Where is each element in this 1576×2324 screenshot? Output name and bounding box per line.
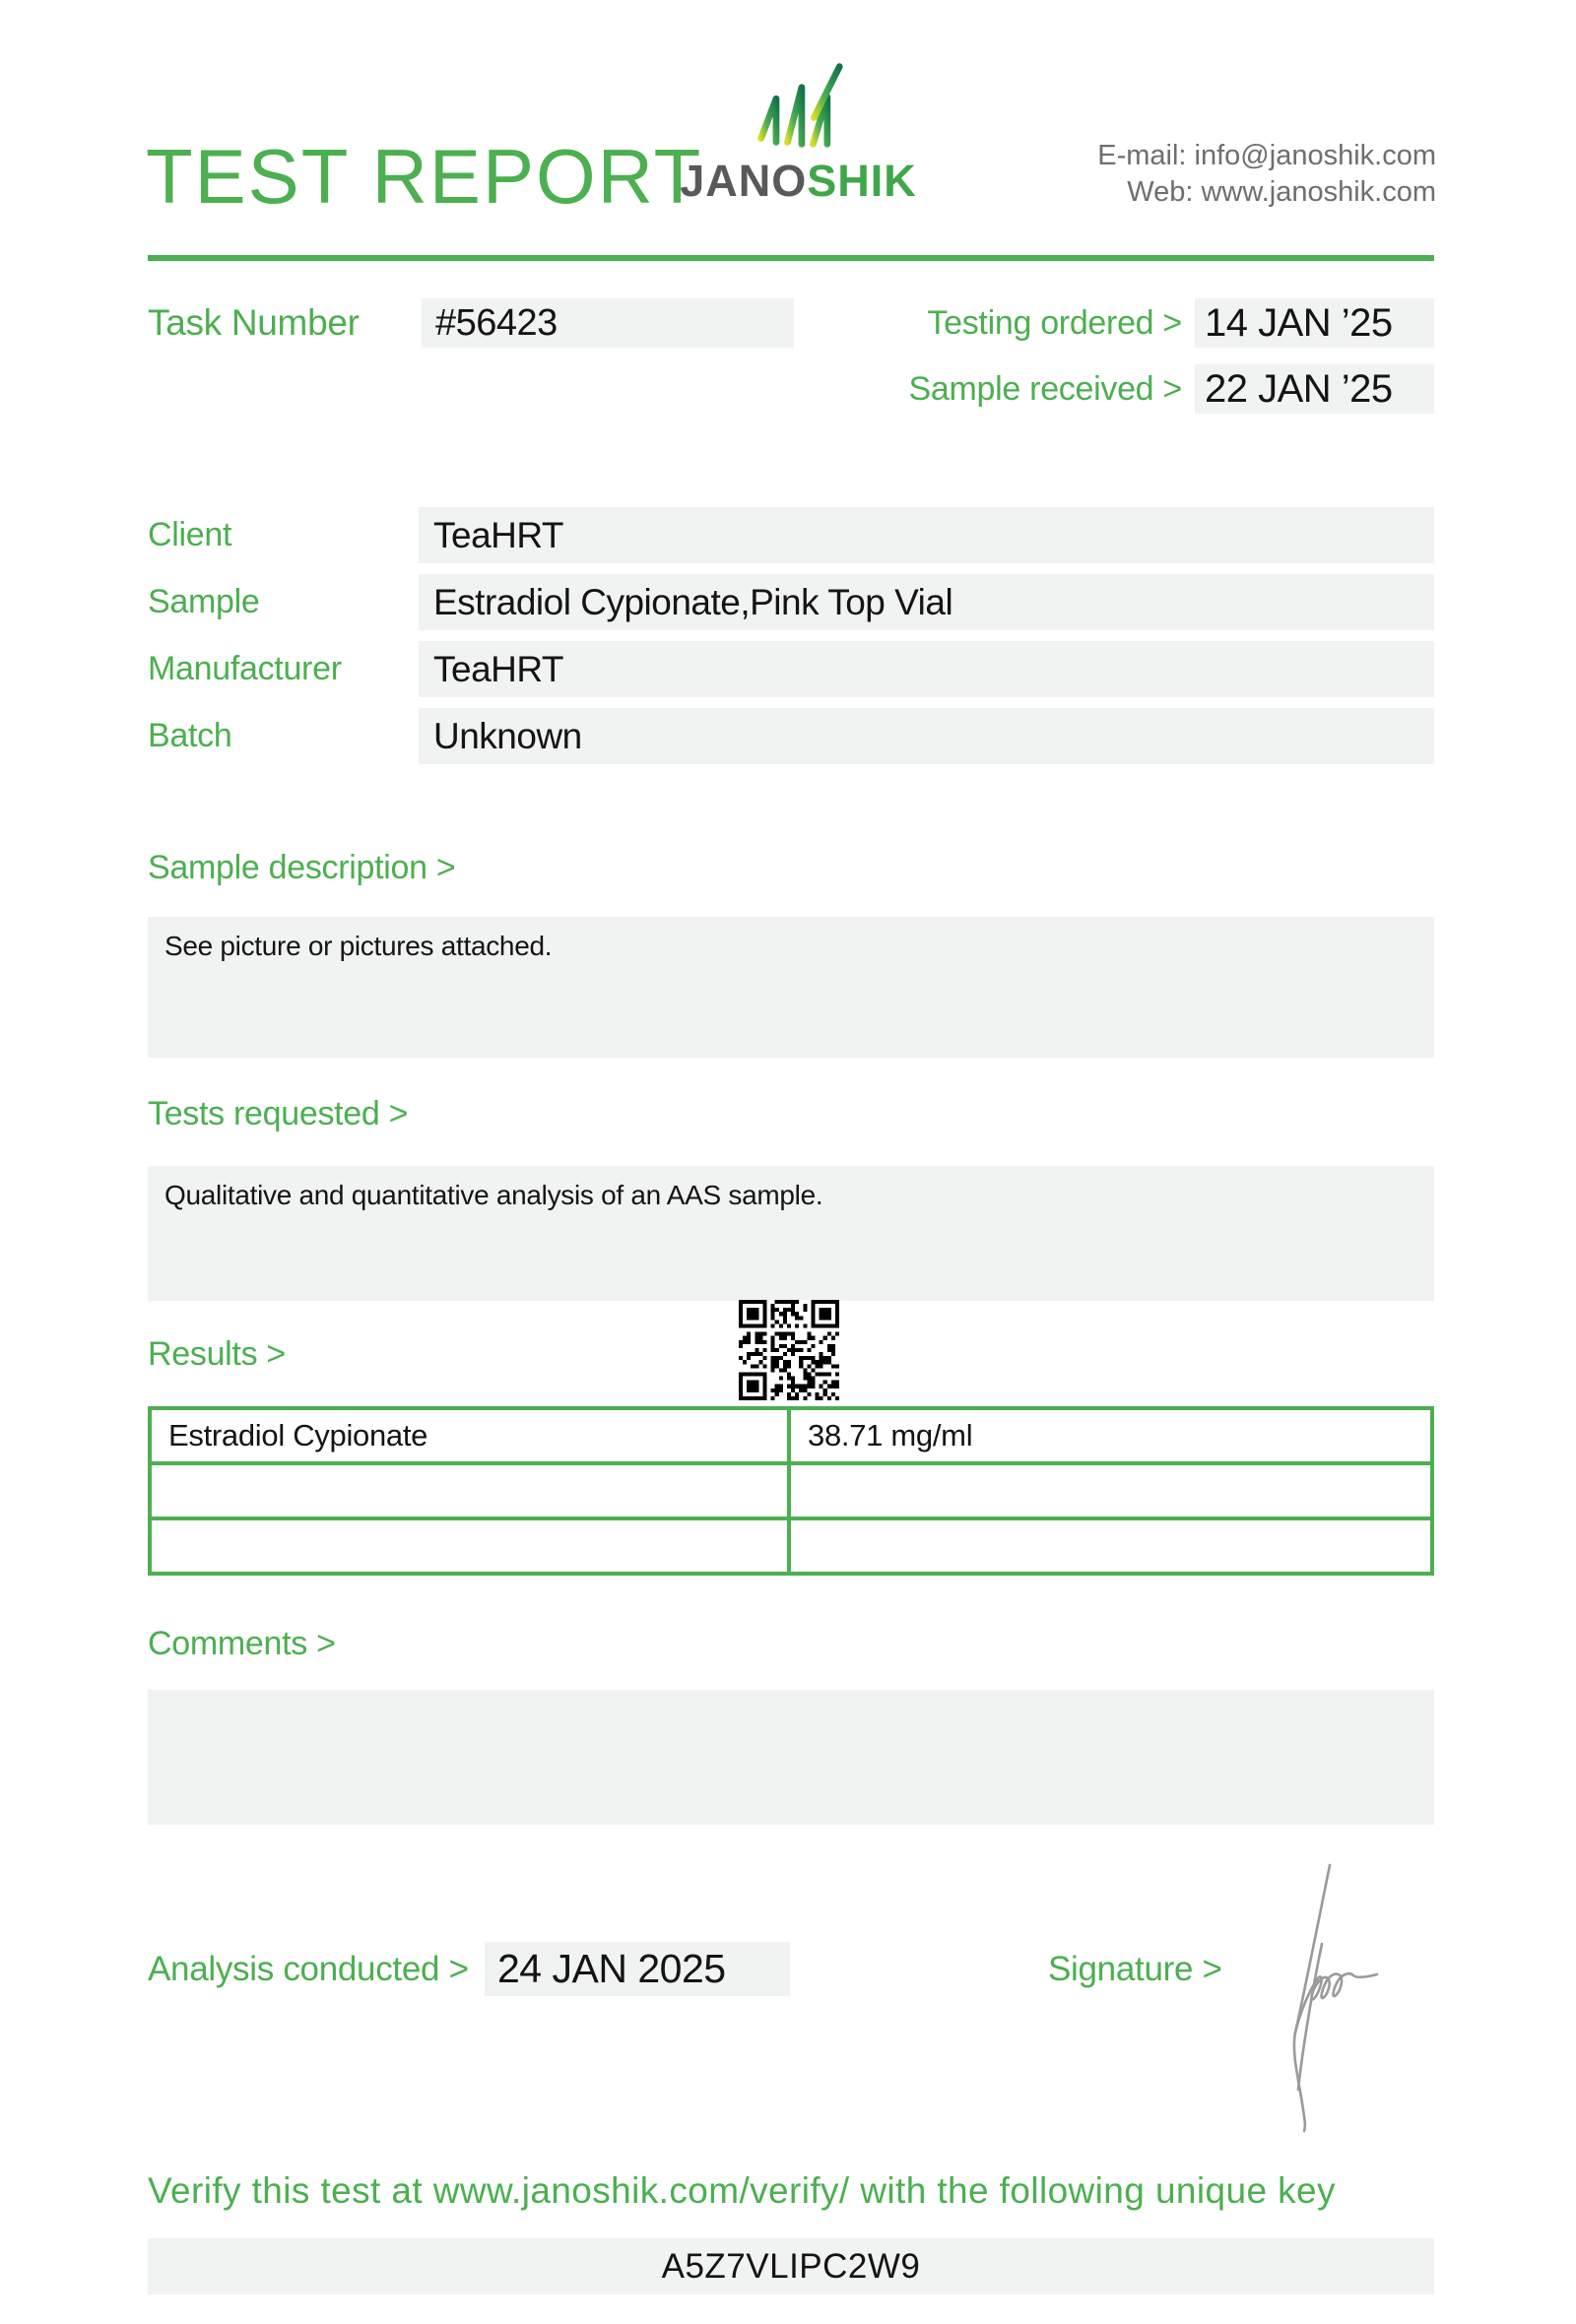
task-number-label: Task Number	[148, 302, 360, 343]
brand-dark: JANO	[680, 156, 808, 206]
unique-key-value: A5Z7VLIPC2W9	[661, 2247, 921, 2286]
result-cell	[791, 1465, 1430, 1517]
sample-description-text: See picture or pictures attached.	[164, 931, 553, 961]
task-number-value: #56423	[435, 302, 558, 344]
growth-chart-icon	[752, 57, 846, 152]
results-row	[152, 1461, 1430, 1517]
client-value: TeaHRT	[433, 515, 564, 555]
testing-ordered-box	[1195, 298, 1434, 348]
verify-instruction: Verify this test at www.janoshik.com/verify/ with the following unique key	[148, 2170, 1336, 2211]
result-cell	[791, 1520, 1430, 1572]
comments-text	[148, 1690, 1434, 1704]
analyte-name: Estradiol Cypionate	[168, 1418, 428, 1452]
tests-requested-box	[148, 1166, 1434, 1301]
client-label: Client	[148, 516, 232, 553]
results-row	[152, 1410, 1430, 1461]
testing-ordered-label: Testing ordered >	[927, 304, 1182, 342]
results-table	[148, 1406, 1434, 1576]
analyte-cell	[152, 1520, 791, 1572]
sample-label: Sample	[148, 583, 260, 620]
results-heading: Results >	[148, 1335, 286, 1373]
sample-box	[419, 574, 1434, 630]
task-number-box	[422, 298, 794, 348]
sample-received-value: 22 JAN ’25	[1205, 367, 1393, 411]
analysis-conducted-label: Analysis conducted >	[148, 1950, 469, 1988]
result-value: 38.71 mg/ml	[808, 1418, 973, 1452]
sample-description-heading: Sample description >	[148, 849, 456, 886]
sample-received-label: Sample received >	[908, 370, 1182, 408]
batch-box	[419, 708, 1434, 764]
contact-block	[1097, 138, 1436, 211]
analyte-cell	[152, 1410, 791, 1461]
handwritten-signature	[1263, 1845, 1391, 2138]
result-cell	[791, 1410, 1430, 1461]
tests-requested-heading: Tests requested >	[148, 1095, 409, 1132]
manufacturer-label: Manufacturer	[148, 650, 342, 687]
janoshik-logo	[678, 57, 919, 207]
comments-heading: Comments >	[148, 1625, 336, 1662]
comments-box	[148, 1690, 1434, 1825]
manufacturer-box	[419, 641, 1434, 697]
contact-email: E-mail: info@janoshik.com	[1097, 140, 1436, 171]
unique-key-box	[148, 2238, 1434, 2294]
brand-green: SHIK	[807, 156, 917, 206]
header-divider	[148, 255, 1434, 261]
testing-ordered-value: 14 JAN ’25	[1205, 301, 1393, 345]
signature-label: Signature >	[1048, 1950, 1222, 1988]
client-box	[419, 507, 1434, 563]
sample-description-box	[148, 917, 1434, 1058]
results-row	[152, 1517, 1430, 1572]
analysis-date-value: 24 JAN 2025	[497, 1946, 726, 1991]
sample-received-box	[1195, 364, 1434, 414]
sample-value: Estradiol Cypionate,Pink Top Vial	[433, 582, 953, 622]
brand-wordmark	[678, 156, 919, 207]
batch-value: Unknown	[433, 716, 582, 756]
contact-web: Web: www.janoshik.com	[1127, 176, 1436, 208]
batch-label: Batch	[148, 717, 232, 754]
analysis-date-box	[485, 1942, 790, 1996]
manufacturer-value: TeaHRT	[433, 649, 564, 689]
verification-qr-code	[739, 1300, 839, 1400]
tests-requested-text: Qualitative and quantitative analysis of an AAS sample.	[164, 1180, 823, 1210]
page-title: TEST REPORT	[146, 133, 703, 220]
analyte-cell	[152, 1465, 791, 1517]
